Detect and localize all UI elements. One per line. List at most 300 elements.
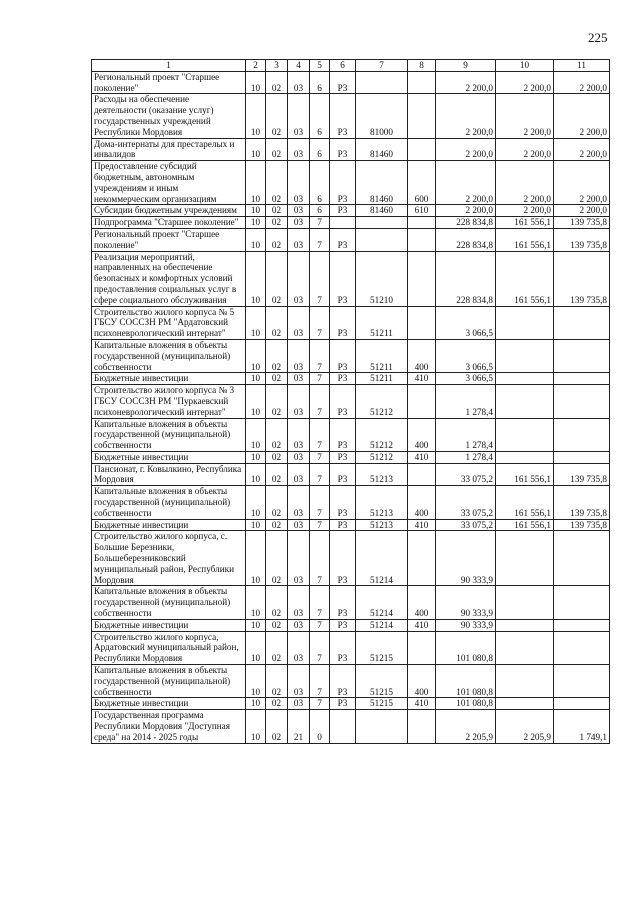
code-cell: 7 [310, 619, 330, 631]
code-cell: 410 [408, 519, 436, 531]
amount-cell [554, 631, 610, 664]
header-row [92, 60, 610, 72]
code-cell: 03 [288, 306, 310, 339]
code-cell [330, 710, 356, 743]
table-row [92, 586, 610, 619]
code-cell: 10 [246, 94, 266, 138]
amount-cell [554, 665, 610, 698]
amount-cell: 139 735,8 [554, 486, 610, 519]
code-cell: 600 [408, 161, 436, 205]
code-cell: 51214 [356, 531, 408, 586]
column-header: 11 [554, 60, 610, 72]
row-description: Региональный проект "Старшее поколение" [92, 71, 246, 94]
amount-cell [496, 385, 554, 418]
amount-cell: 161 556,1 [496, 217, 554, 229]
column-header: 4 [288, 60, 310, 72]
amount-cell: 3 066,5 [436, 306, 496, 339]
code-cell: 10 [246, 586, 266, 619]
code-cell: 51213 [356, 519, 408, 531]
code-cell: 7 [310, 463, 330, 486]
code-cell [330, 217, 356, 229]
code-cell [408, 531, 436, 586]
code-cell: 51210 [356, 251, 408, 306]
budget-table [91, 59, 610, 744]
amount-cell [496, 451, 554, 463]
amount-cell: 2 200,0 [554, 205, 610, 217]
row-description: Строительство жилого корпуса, Ардатовский муниципальный район, Республики Мордовия [92, 631, 246, 664]
amount-cell [496, 418, 554, 451]
amount-cell [554, 586, 610, 619]
code-cell: 51211 [356, 306, 408, 339]
code-cell: Р3 [330, 228, 356, 251]
code-cell: Р3 [330, 71, 356, 94]
code-cell: 51213 [356, 486, 408, 519]
column-header: 8 [408, 60, 436, 72]
table-row [92, 228, 610, 251]
code-cell [408, 138, 436, 161]
column-header: 9 [436, 60, 496, 72]
table-row [92, 631, 610, 664]
table-body [92, 71, 610, 743]
code-cell: 03 [288, 228, 310, 251]
code-cell: 02 [266, 71, 288, 94]
amount-cell: 3 066,5 [436, 339, 496, 372]
row-description: Капитальные вложения в объекты государственной (муниципальной) собственности [92, 486, 246, 519]
amount-cell: 2 200,0 [436, 161, 496, 205]
code-cell: 10 [246, 665, 266, 698]
amount-cell: 2 200,0 [554, 71, 610, 94]
table-row [92, 373, 610, 385]
amount-cell: 2 200,0 [436, 138, 496, 161]
row-description: Расходы на обеспечение деятельности (оказание услуг) государственных учреждений Республики Мордовия [92, 94, 246, 138]
code-cell: 7 [310, 217, 330, 229]
code-cell: 400 [408, 339, 436, 372]
code-cell: 10 [246, 228, 266, 251]
amount-cell: 161 556,1 [496, 519, 554, 531]
amount-cell: 1 278,4 [436, 385, 496, 418]
table-row [92, 531, 610, 586]
code-cell: 6 [310, 71, 330, 94]
column-header: 1 [92, 60, 246, 72]
code-cell: 03 [288, 385, 310, 418]
code-cell: 02 [266, 451, 288, 463]
code-cell: 51215 [356, 631, 408, 664]
code-cell: 02 [266, 339, 288, 372]
code-cell: 10 [246, 486, 266, 519]
code-cell: 7 [310, 586, 330, 619]
row-description: Бюджетные инвестиции [92, 519, 246, 531]
row-description: Региональный проект "Старшее поколение" [92, 228, 246, 251]
row-description: Субсидии бюджетным учреждениям [92, 205, 246, 217]
amount-cell [496, 373, 554, 385]
code-cell: 02 [266, 531, 288, 586]
table-row [92, 619, 610, 631]
code-cell: Р3 [330, 631, 356, 664]
code-cell: 03 [288, 251, 310, 306]
code-cell: 400 [408, 665, 436, 698]
code-cell: 81000 [356, 94, 408, 138]
amount-cell [554, 698, 610, 710]
code-cell: 7 [310, 486, 330, 519]
amount-cell [496, 665, 554, 698]
column-header: 5 [310, 60, 330, 72]
amount-cell: 3 066,5 [436, 373, 496, 385]
code-cell: 02 [266, 519, 288, 531]
code-cell [408, 94, 436, 138]
code-cell: Р3 [330, 138, 356, 161]
amount-cell: 101 080,8 [436, 665, 496, 698]
amount-cell [554, 451, 610, 463]
code-cell: 51211 [356, 339, 408, 372]
code-cell: 10 [246, 385, 266, 418]
table-row [92, 161, 610, 205]
table-row [92, 698, 610, 710]
code-cell: 03 [288, 619, 310, 631]
table-row [92, 94, 610, 138]
code-cell: 7 [310, 339, 330, 372]
code-cell: 7 [310, 631, 330, 664]
code-cell [356, 228, 408, 251]
code-cell: 51212 [356, 385, 408, 418]
amount-cell: 161 556,1 [496, 228, 554, 251]
row-description: Реализация мероприятий, направленных на обеспечение безопасных и комфортных условий предоставления социальных услуг в сфере социального обслуживания [92, 251, 246, 306]
code-cell: 03 [288, 138, 310, 161]
code-cell: Р3 [330, 486, 356, 519]
code-cell: 51211 [356, 373, 408, 385]
row-description: Подпрограмма "Старшее поколение" [92, 217, 246, 229]
code-cell: Р3 [330, 665, 356, 698]
code-cell: Р3 [330, 519, 356, 531]
code-cell: 51215 [356, 698, 408, 710]
code-cell: 03 [288, 698, 310, 710]
amount-cell [496, 339, 554, 372]
code-cell: 10 [246, 251, 266, 306]
code-cell: Р3 [330, 251, 356, 306]
amount-cell: 2 200,0 [496, 71, 554, 94]
code-cell: 02 [266, 463, 288, 486]
code-cell: 7 [310, 418, 330, 451]
code-cell: 610 [408, 205, 436, 217]
code-cell: 10 [246, 306, 266, 339]
code-cell: 03 [288, 217, 310, 229]
amount-cell: 2 200,0 [496, 161, 554, 205]
amount-cell: 228 834,8 [436, 228, 496, 251]
code-cell: 03 [288, 486, 310, 519]
amount-cell: 2 200,0 [496, 94, 554, 138]
column-header: 10 [496, 60, 554, 72]
code-cell: Р3 [330, 418, 356, 451]
code-cell: Р3 [330, 339, 356, 372]
code-cell: 21 [288, 710, 310, 743]
code-cell: 10 [246, 339, 266, 372]
code-cell [408, 217, 436, 229]
code-cell: 410 [408, 698, 436, 710]
code-cell: 03 [288, 519, 310, 531]
code-cell: 10 [246, 71, 266, 94]
code-cell: 6 [310, 94, 330, 138]
table-row [92, 451, 610, 463]
code-cell: 02 [266, 138, 288, 161]
amount-cell: 139 735,8 [554, 217, 610, 229]
code-cell [408, 710, 436, 743]
amount-cell: 101 080,8 [436, 698, 496, 710]
code-cell: 6 [310, 138, 330, 161]
code-cell: Р3 [330, 698, 356, 710]
code-cell: 03 [288, 418, 310, 451]
row-description: Строительство жилого корпуса № 5 ГБСУ СОССЗН РМ "Ардатовский психоневрологический интернат" [92, 306, 246, 339]
amount-cell: 2 200,0 [436, 71, 496, 94]
code-cell: 02 [266, 373, 288, 385]
amount-cell: 101 080,8 [436, 631, 496, 664]
amount-cell [554, 373, 610, 385]
amount-cell [496, 531, 554, 586]
amount-cell: 228 834,8 [436, 217, 496, 229]
code-cell: 410 [408, 451, 436, 463]
row-description: Бюджетные инвестиции [92, 451, 246, 463]
code-cell: Р3 [330, 451, 356, 463]
code-cell: 03 [288, 531, 310, 586]
code-cell: 10 [246, 205, 266, 217]
code-cell: 51215 [356, 665, 408, 698]
amount-cell: 2 200,0 [496, 138, 554, 161]
code-cell: 400 [408, 418, 436, 451]
amount-cell: 139 735,8 [554, 251, 610, 306]
row-description: Бюджетные инвестиции [92, 373, 246, 385]
row-description: Строительство жилого корпуса № 3 ГБСУ СОССЗН РМ "Пуркаевский психоневрологический интернат" [92, 385, 246, 418]
amount-cell: 2 205,9 [496, 710, 554, 743]
code-cell: 0 [310, 710, 330, 743]
code-cell: 03 [288, 205, 310, 217]
code-cell: 02 [266, 586, 288, 619]
code-cell: 7 [310, 385, 330, 418]
code-cell: 02 [266, 418, 288, 451]
code-cell: Р3 [330, 94, 356, 138]
amount-cell: 2 200,0 [436, 205, 496, 217]
amount-cell: 2 200,0 [554, 94, 610, 138]
amount-cell: 33 075,2 [436, 463, 496, 486]
amount-cell: 139 735,8 [554, 519, 610, 531]
code-cell: 02 [266, 710, 288, 743]
amount-cell: 161 556,1 [496, 463, 554, 486]
amount-cell: 33 075,2 [436, 486, 496, 519]
code-cell [408, 385, 436, 418]
row-description: Капитальные вложения в объекты государственной (муниципальной) собственности [92, 665, 246, 698]
code-cell: 10 [246, 619, 266, 631]
row-description: Государственная программа Республики Мордовия "Доступная среда" на 2014 - 2025 годы [92, 710, 246, 743]
code-cell: 03 [288, 71, 310, 94]
code-cell: 81460 [356, 138, 408, 161]
code-cell: 10 [246, 451, 266, 463]
code-cell [408, 71, 436, 94]
amount-cell: 161 556,1 [496, 251, 554, 306]
page-number: 225 [588, 30, 608, 45]
table-row [92, 205, 610, 217]
row-description: Строительство жилого корпуса, с. Большие Березники, Большеберезниковский муниципальный район, Республики Мордовия [92, 531, 246, 586]
code-cell: 03 [288, 339, 310, 372]
table-row [92, 217, 610, 229]
code-cell: 410 [408, 619, 436, 631]
table-row [92, 385, 610, 418]
code-cell: 7 [310, 228, 330, 251]
code-cell: 400 [408, 486, 436, 519]
amount-cell: 90 333,9 [436, 586, 496, 619]
code-cell: 7 [310, 451, 330, 463]
code-cell: 02 [266, 631, 288, 664]
table-row [92, 138, 610, 161]
code-cell: 02 [266, 205, 288, 217]
code-cell: 81460 [356, 205, 408, 217]
code-cell: 02 [266, 228, 288, 251]
code-cell: 51214 [356, 619, 408, 631]
code-cell: 10 [246, 217, 266, 229]
amount-cell: 161 556,1 [496, 486, 554, 519]
code-cell: 10 [246, 710, 266, 743]
row-description: Предоставление субсидий бюджетным, автономным учреждениям и иным некоммерческим организациям [92, 161, 246, 205]
code-cell: 81460 [356, 161, 408, 205]
code-cell [356, 217, 408, 229]
row-description: Капитальные вложения в объекты государственной (муниципальной) собственности [92, 586, 246, 619]
code-cell: 03 [288, 161, 310, 205]
amount-cell [554, 619, 610, 631]
code-cell: 02 [266, 698, 288, 710]
code-cell [408, 463, 436, 486]
row-description: Бюджетные инвестиции [92, 619, 246, 631]
code-cell: 02 [266, 665, 288, 698]
code-cell: 10 [246, 138, 266, 161]
row-description: Дома-интернаты для престарелых и инвалидов [92, 138, 246, 161]
code-cell [408, 251, 436, 306]
amount-cell: 2 200,0 [496, 205, 554, 217]
amount-cell: 90 333,9 [436, 531, 496, 586]
table-row [92, 519, 610, 531]
code-cell: 51213 [356, 463, 408, 486]
row-description: Капитальные вложения в объекты государственной (муниципальной) собственности [92, 339, 246, 372]
code-cell: 410 [408, 373, 436, 385]
table-row [92, 710, 610, 743]
amount-cell [554, 531, 610, 586]
code-cell: 10 [246, 463, 266, 486]
code-cell: 400 [408, 586, 436, 619]
code-cell: Р3 [330, 306, 356, 339]
amount-cell [496, 619, 554, 631]
code-cell: 10 [246, 161, 266, 205]
column-header: 7 [356, 60, 408, 72]
amount-cell [496, 306, 554, 339]
row-description: Пансионат, г. Ковылкино, Республика Мордовия [92, 463, 246, 486]
code-cell: Р3 [330, 531, 356, 586]
amount-cell [496, 631, 554, 664]
code-cell: 02 [266, 217, 288, 229]
amount-cell: 139 735,8 [554, 228, 610, 251]
code-cell: 10 [246, 373, 266, 385]
code-cell: 10 [246, 631, 266, 664]
code-cell: 7 [310, 306, 330, 339]
code-cell: Р3 [330, 586, 356, 619]
code-cell: 7 [310, 698, 330, 710]
amount-cell: 2 200,0 [554, 161, 610, 205]
amount-cell: 2 200,0 [554, 138, 610, 161]
code-cell: 02 [266, 94, 288, 138]
code-cell [408, 631, 436, 664]
table-row [92, 306, 610, 339]
amount-cell: 33 075,2 [436, 519, 496, 531]
column-header: 6 [330, 60, 356, 72]
code-cell: 7 [310, 531, 330, 586]
amount-cell [496, 698, 554, 710]
code-cell: 10 [246, 519, 266, 531]
code-cell: 02 [266, 486, 288, 519]
code-cell: 51214 [356, 586, 408, 619]
code-cell: 7 [310, 373, 330, 385]
table-row [92, 418, 610, 451]
code-cell: 03 [288, 451, 310, 463]
code-cell [408, 306, 436, 339]
table-row [92, 665, 610, 698]
code-cell: Р3 [330, 385, 356, 418]
table-row [92, 251, 610, 306]
amount-cell [554, 306, 610, 339]
table-row [92, 486, 610, 519]
code-cell: 03 [288, 631, 310, 664]
row-description: Бюджетные инвестиции [92, 698, 246, 710]
code-cell [356, 710, 408, 743]
table-row [92, 71, 610, 94]
column-header: 2 [246, 60, 266, 72]
amount-cell: 1 278,4 [436, 418, 496, 451]
amount-cell: 90 333,9 [436, 619, 496, 631]
amount-cell: 1 278,4 [436, 451, 496, 463]
code-cell: 7 [310, 251, 330, 306]
code-cell: 51212 [356, 418, 408, 451]
code-cell: 03 [288, 463, 310, 486]
table-row [92, 339, 610, 372]
code-cell: Р3 [330, 463, 356, 486]
code-cell: 02 [266, 161, 288, 205]
code-cell: 03 [288, 586, 310, 619]
amount-cell: 2 200,0 [436, 94, 496, 138]
column-header: 3 [266, 60, 288, 72]
code-cell: 03 [288, 373, 310, 385]
row-description: Капитальные вложения в объекты государственной (муниципальной) собственности [92, 418, 246, 451]
code-cell: 02 [266, 251, 288, 306]
code-cell: 10 [246, 418, 266, 451]
code-cell: Р3 [330, 373, 356, 385]
code-cell: 03 [288, 94, 310, 138]
code-cell: 03 [288, 665, 310, 698]
amount-cell: 1 749,1 [554, 710, 610, 743]
amount-cell [554, 385, 610, 418]
amount-cell: 228 834,8 [436, 251, 496, 306]
amount-cell: 139 735,8 [554, 463, 610, 486]
code-cell: 7 [310, 519, 330, 531]
code-cell [356, 71, 408, 94]
amount-cell: 2 205,9 [436, 710, 496, 743]
code-cell: 02 [266, 306, 288, 339]
code-cell: 6 [310, 205, 330, 217]
code-cell: Р3 [330, 205, 356, 217]
code-cell: 10 [246, 531, 266, 586]
code-cell: 6 [310, 161, 330, 205]
code-cell: 02 [266, 385, 288, 418]
table-row [92, 463, 610, 486]
code-cell: 7 [310, 665, 330, 698]
amount-cell [496, 586, 554, 619]
code-cell [408, 228, 436, 251]
code-cell: Р3 [330, 161, 356, 205]
code-cell: 02 [266, 619, 288, 631]
amount-cell [554, 339, 610, 372]
amount-cell [554, 418, 610, 451]
